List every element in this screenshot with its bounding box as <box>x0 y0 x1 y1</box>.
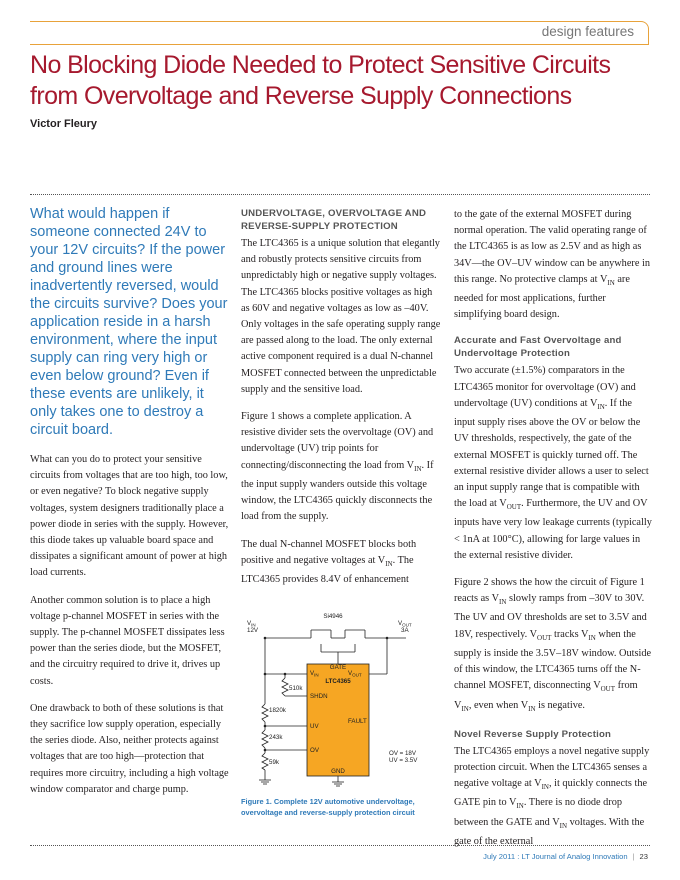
paragraph: Figure 1 shows a complete application. A resistive divider sets the overvoltage (OV) and undervoltage (UV) trip points for connecting/disconnecting the load from $V_{IN}$. If the input supply wanders outside this voltage window, the LTC4365 quickly disconnects the load from the supply. <box>241 411 434 523</box>
paragraph: The LTC4365 is a unique solution that elegantly and robustly protects sensitive circuits from unpredictably high or negative supply voltages. The LTC4365 blocks positive voltages as high as 60V and negative voltages as low as –40V. Only voltages in the safe operating supply range are passed along to the load. The only external active component required is a dual N-channel MOSFET connected between the unpredictable supply and the sensitive load. <box>241 238 441 395</box>
paragraph: One drawback to both of these solutions is that they sacrifice low supply operation, especially the series diode. Also, neither protects against voltages that are too high—protection that requires more circuitry, including a high voltage window comparator and charge pump. <box>30 702 229 795</box>
pull-quote: What would happen if someone connected 24V to your 12V circuits? If the power and ground lines were inadvertently reversed, would the circuits survive? Does your application reside in a harsh environment, where the input supply can ring very high or even below ground? Even if these events are unlikely, it only takes one to destroy a circuit board. <box>30 206 228 438</box>
section-tag: design features <box>541 24 634 39</box>
page-number: 23 <box>639 852 648 861</box>
vin-label: $V_{IN}$ <box>247 620 256 628</box>
resistor-bot-label: 59k <box>269 759 279 766</box>
footer: July 2011 : LT Journal of Analog Innovation | 23 <box>483 852 648 861</box>
circuit-diagram <box>241 608 441 796</box>
paragraph: The dual N-channel MOSFET blocks both positive and negative voltages at $V_{IN}$. The LTC4365 provides 8.4V of enhancement <box>241 538 417 585</box>
vout-label: $V_{OUT}$ <box>398 620 412 628</box>
paragraph: Two accurate (±1.5%) comparators in the LTC4365 monitor for overvoltage (OV) and undervoltage (UV) conditions at $V_{IN}$. If the input supply rises above the OV or below the UV thresholds, respectively, the gate of the external MOSFET is quickly turned off. The external resistive divider allows a user to select an input supply range that is compatible with the load at $V_{OUT}$. Furthermore, the UV and OV inputs have very low leakage currents (typically < 1nA at 100°C), allowing for large values in the external resistive divider. <box>454 365 652 561</box>
ic-pin-uv: UV <box>310 723 319 730</box>
paragraph: Figure 2 shows the how the circuit of Figure 1 reacts as $V_{IN}$ slowly ramps from –30V to 30V. The UV and OV thresholds are set to 3.5V and 18V, respectively. $V_{OUT}$ tracks $V_{IN}$ when the supply is inside the 3.5V–18V window. Outside of this window, the LTC4365 turns off the N-channel MOSFET, disconnecting $V_{OUT}$ from $V_{IN}$, even when $V_{IN}$ is negative. <box>454 577 652 713</box>
column-1 <box>30 452 230 809</box>
ic-pin-fault: FAULT <box>348 718 367 725</box>
ic-pin-gnd: GND <box>331 768 345 775</box>
paragraph: to the gate of the external MOSFET during normal operation. The valid operating range of the LTC4365 is as low as 2.5V and as high as 34V—the OV–UV window can be anywhere in this range. No protective clamps at $V_{IN}$ are needed for most applications, further simplifying board design. <box>454 209 650 321</box>
paragraph: The LTC4365 employs a novel negative supply protection circuit. When the LTC4365 senses a negative voltage at $V_{IN}$, it quickly connects the GATE pin to $V_{IN}$. There is no diode drop between the GATE and $V_{IN}$ voltages. With the gate of the external <box>454 745 650 847</box>
bottom-divider <box>30 845 650 846</box>
vout-value: 3A <box>401 627 409 634</box>
footer-issue: July 2011 : <box>483 852 520 861</box>
ic-pin-gate: GATE <box>329 664 347 671</box>
resistor-pullup-label: 510k <box>289 685 303 692</box>
paragraph: What can you do to protect your sensitive circuits from voltages that are too high, too low, or even negative? To block negative supply voltages, system designers traditionally place a power diode in series with the supply. However, this diode takes up valuable board space and dissipates a significant amount of power at high load currents. <box>30 454 229 579</box>
author: Victor Fleury <box>30 118 98 130</box>
section-heading: Novel Reverse Supply Protection <box>454 728 612 740</box>
column-2 <box>241 207 441 599</box>
section-heading: Accurate and Fast Overvoltage and Undervoltage Protection <box>454 335 622 360</box>
uv-setting: UV = 3.5V <box>389 757 418 764</box>
top-divider <box>30 194 650 195</box>
paragraph: Another common solution is to place a high voltage p-channel MOSFET in series with the supply. The p-channel MOSFET dissipates less power than the series diode, but the MOSFET, and the circuitry required to drive it, drives up costs. <box>30 594 225 687</box>
resistor-mid-label: 243k <box>269 734 283 741</box>
ic-pin-shdn: SHDN <box>310 693 328 700</box>
ic-name: LTC4365 <box>325 678 351 685</box>
section-heading: UNDERVOLTAGE, OVERVOLTAGE AND REVERSE-SUPPLY PROTECTION <box>241 208 427 232</box>
ic-pin-vin: $V_{IN}$ <box>310 670 319 678</box>
vin-value: 12V <box>247 627 259 634</box>
resistor-top-label: 1820k <box>269 707 286 714</box>
ov-setting: OV = 18V <box>389 750 417 757</box>
ic-pin-ov: OV <box>310 747 319 754</box>
article-title: No Blocking Diode Needed to Protect Sensitive Circuits from Overvoltage and Reverse Supply Connections <box>30 51 611 110</box>
mosfet-label: Si4946 <box>323 613 343 620</box>
footer-journal: LT Journal of Analog Innovation <box>521 852 628 861</box>
figure-caption: Figure 1. Complete 12V automotive undervoltage, overvoltage and reverse-supply protection circuit <box>241 797 415 817</box>
column-3 <box>454 207 652 861</box>
ic-pin-vout: $V_{OUT}$ <box>348 670 362 678</box>
